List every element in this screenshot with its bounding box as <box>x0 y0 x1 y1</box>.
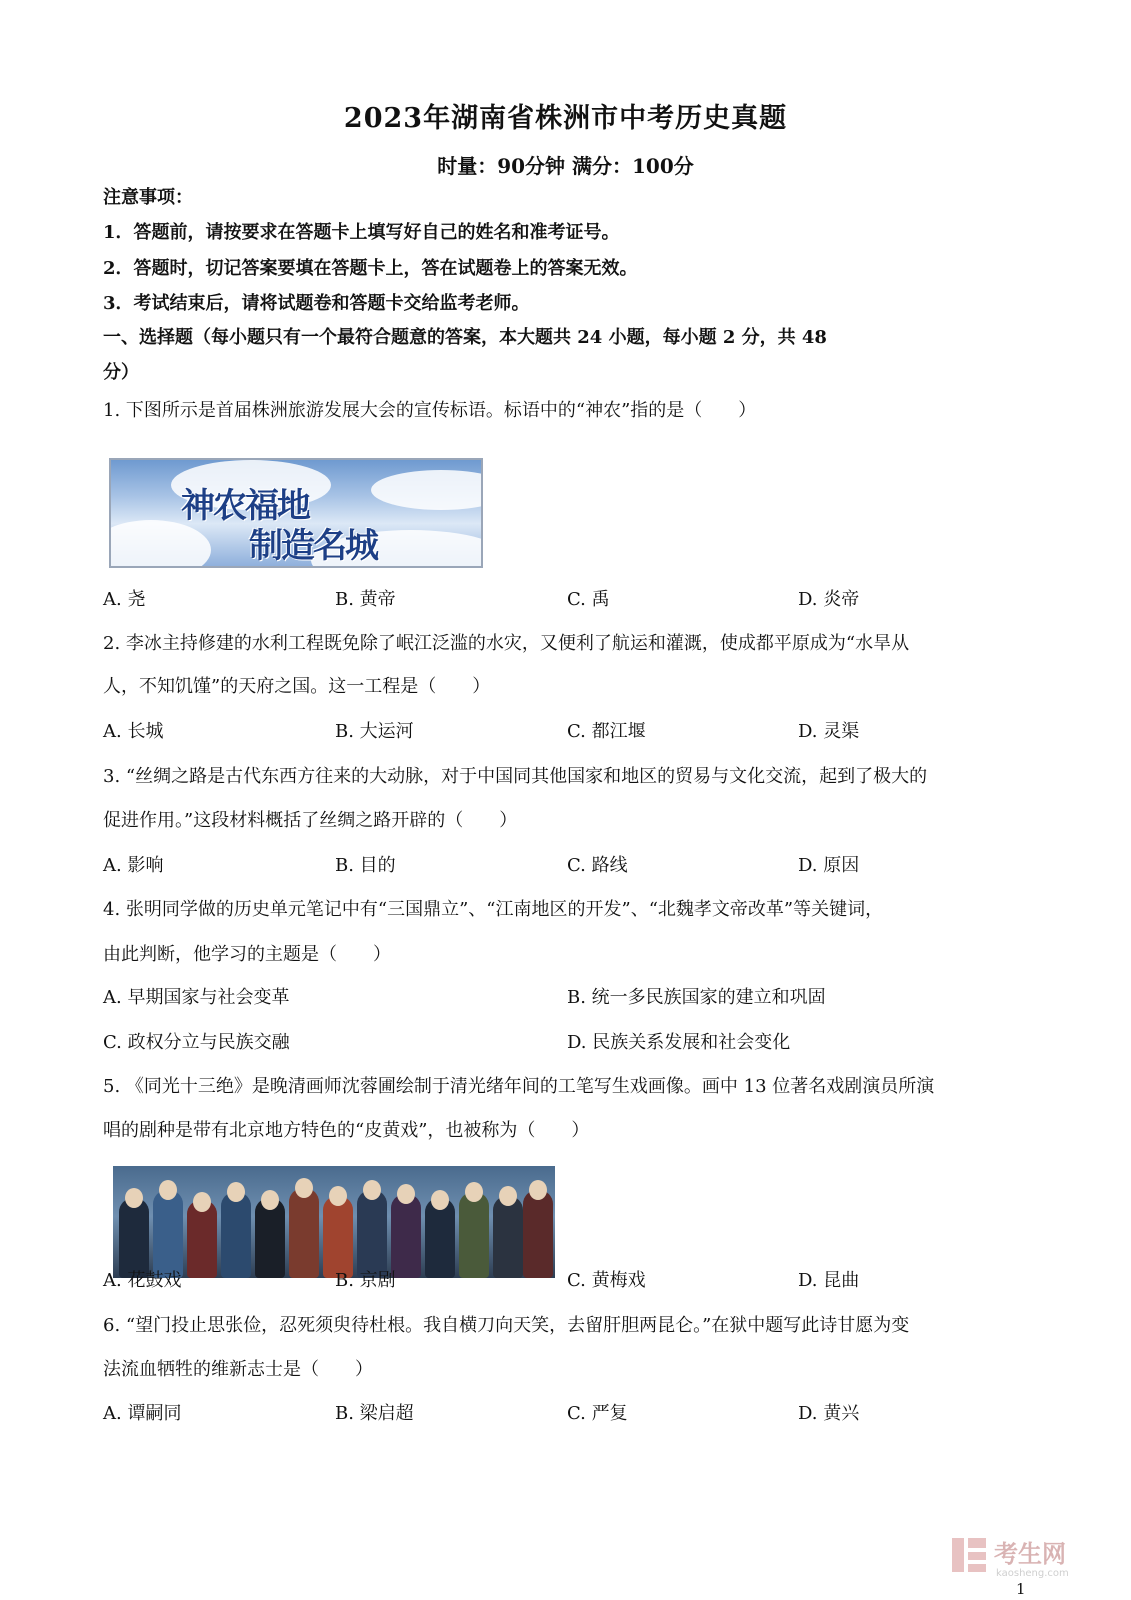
option-d[interactable]: D. 灵渠 <box>798 721 860 742</box>
question-3-stem: 3. “丝绸之路是古代东西方往来的大动脉，对于中国同其他国家和地区的贸易与文化交流，起到了极大的 <box>103 766 928 787</box>
option-a[interactable]: A. 花鼓戏 <box>103 1270 182 1291</box>
option-c[interactable]: C. 政权分立与民族交融 <box>103 1032 290 1053</box>
watermark-brand: 考生网 <box>994 1540 1066 1568</box>
slogan-line-1: 神农福地 <box>181 486 309 526</box>
note-item: 2．答题时，切记答案要填在答题卡上，答在试题卷上的答案无效。 <box>103 258 638 279</box>
note-item: 3．考试结束后，请将试题卷和答题卡交给监考老师。 <box>103 293 530 314</box>
question-2-stem: 2. 李冰主持修建的水利工程既免除了岷江泛滥的水灾，又便利了航运和灌溉，使成都平原成为“水旱从 <box>103 633 910 654</box>
note-item: 1．答题前，请按要求在答题卡上填写好自己的姓名和准考证号。 <box>103 222 620 243</box>
option-d[interactable]: D. 炎帝 <box>798 589 860 610</box>
question-1-stem: 1. 下图所示是首届株洲旅游发展大会的宣传标语。标语中的“神农”指的是（ ） <box>103 400 757 421</box>
option-a[interactable]: A. 影响 <box>103 855 164 876</box>
page-title: 2023年湖南省株洲市中考历史真题 <box>343 103 788 134</box>
option-b[interactable]: B. 统一多民族国家的建立和巩固 <box>567 987 826 1008</box>
section-heading: 一、选择题（每小题只有一个最符合题意的答案，本大题共 24 小题，每小题 2 分，共 48 <box>103 327 827 348</box>
option-d[interactable]: D. 黄兴 <box>798 1403 860 1424</box>
option-c[interactable]: C. 严复 <box>567 1403 628 1424</box>
page-number: 1 <box>1016 1580 1026 1598</box>
option-d[interactable]: D. 昆曲 <box>798 1270 860 1291</box>
question-4-stem-cont: 由此判断，他学习的主题是（ ） <box>103 944 391 965</box>
option-b[interactable]: B. 京剧 <box>335 1270 396 1291</box>
option-a[interactable]: A. 早期国家与社会变革 <box>103 987 290 1008</box>
option-a[interactable]: A. 尧 <box>103 589 146 610</box>
watermark-icon <box>950 1532 1110 1578</box>
slogan-banner-image <box>109 458 483 568</box>
option-c[interactable]: C. 黄梅戏 <box>567 1270 646 1291</box>
option-d[interactable]: D. 原因 <box>798 855 860 876</box>
question-6-stem: 6. “望门投止思张俭，忍死须臾待杜根。我自横刀向天笑，去留肝胆两昆仑。”在狱中题写此诗甘愿为变 <box>103 1315 910 1336</box>
option-a[interactable]: A. 长城 <box>103 721 164 742</box>
exam-info: 时量：90分钟 满分：100分 <box>437 154 694 178</box>
section-heading-cont: 分） <box>103 362 139 383</box>
watermark-logo <box>950 1532 1110 1578</box>
option-c[interactable]: C. 都江堰 <box>567 721 646 742</box>
option-b[interactable]: B. 目的 <box>335 855 396 876</box>
notes-heading: 注意事项： <box>103 187 193 208</box>
question-5-stem-cont: 唱的剧种是带有北京地方特色的“皮黄戏”，也被称为（ ） <box>103 1120 590 1141</box>
option-d[interactable]: D. 民族关系发展和社会变化 <box>567 1032 791 1053</box>
question-4-stem: 4. 张明同学做的历史单元笔记中有“三国鼎立”、“江南地区的开发”、“北魏孝文帝改革”等关键词， <box>103 899 884 920</box>
watermark-url: kaosheng.com <box>996 1568 1069 1578</box>
opera-painting-image <box>113 1166 555 1278</box>
slogan-line-2: 制造名城 <box>249 526 377 566</box>
question-3-stem-cont: 促进作用。”这段材料概括了丝绸之路开辟的（ ） <box>103 810 518 831</box>
option-c[interactable]: C. 禹 <box>567 589 610 610</box>
question-6-stem-cont: 法流血牺牲的维新志士是（ ） <box>103 1359 373 1380</box>
option-b[interactable]: B. 黄帝 <box>335 589 396 610</box>
question-5-stem: 5. 《同光十三绝》是晚清画师沈蓉圃绘制于清光绪年间的工笔写生戏画像。画中 13 位著名戏剧演员所演 <box>103 1076 935 1097</box>
option-a[interactable]: A. 谭嗣同 <box>103 1403 182 1424</box>
option-c[interactable]: C. 路线 <box>567 855 628 876</box>
option-b[interactable]: B. 梁启超 <box>335 1403 414 1424</box>
question-2-stem-cont: 人，不知饥馑”的天府之国。这一工程是（ ） <box>103 676 491 697</box>
option-b[interactable]: B. 大运河 <box>335 721 414 742</box>
